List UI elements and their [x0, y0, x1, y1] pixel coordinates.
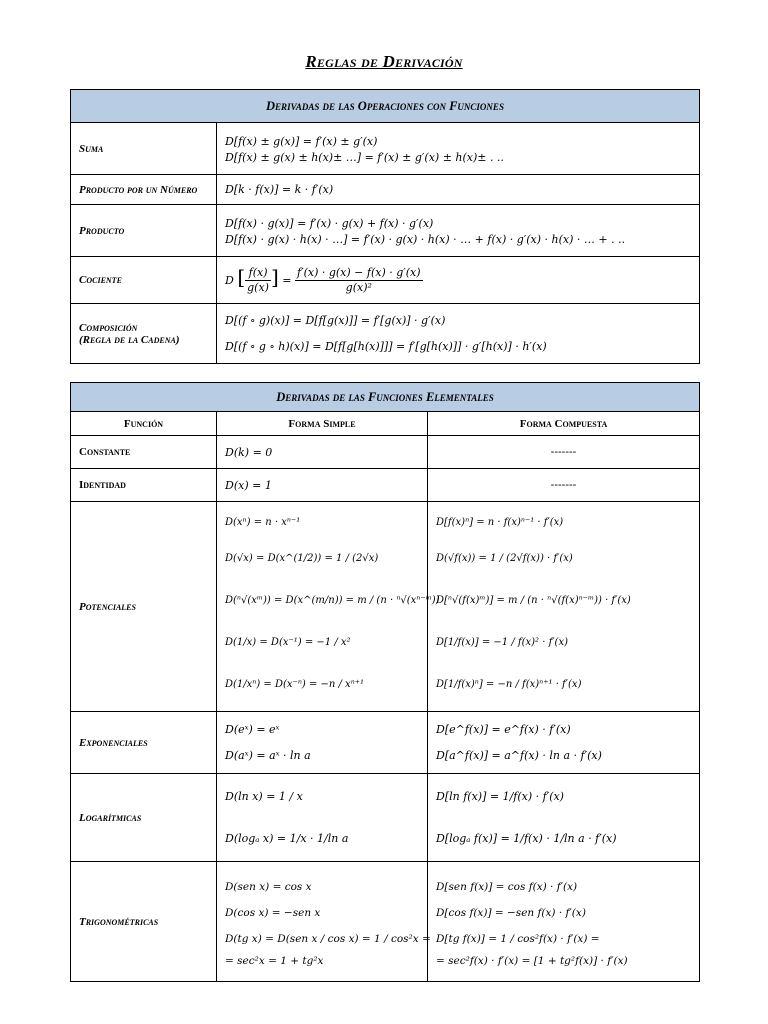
table-row	[71, 436, 700, 469]
formula: D [ $\frac{f(x)}{g(x)}$ ] = $\frac{f'(x) \cdot g(x) - f(x) \cdot g'(x)}{\text{g(x)²}}$	[217, 257, 700, 304]
formula: D(eˣ) = eˣ	[225, 722, 280, 736]
formula: D(xⁿ) = n · xⁿ⁻¹	[225, 516, 301, 528]
operations-table	[70, 89, 700, 364]
formula: D(tg x) = D(sen x / cos x) = 1 / cos²x =	[225, 932, 431, 945]
table-row	[71, 175, 700, 205]
formula: D[e^f(x)] = e^f(x) · f′(x)	[436, 722, 571, 736]
table-row	[71, 469, 700, 502]
formula: D[k · f(x)] = k · f′(x)	[217, 175, 700, 205]
formula: D(sen x) = cos x	[225, 880, 312, 893]
formula: D(ⁿ√(xᵐ)) = D(x^(m/n)) = m / (n · ⁿ√(xⁿ⁻ᵐ))	[225, 594, 440, 606]
operations-header: Derivadas de las Operaciones con Funciones	[71, 90, 700, 123]
column-header: Función	[71, 412, 217, 436]
row-label: Producto	[71, 205, 217, 257]
page-title: Reglas de Derivación	[305, 52, 463, 71]
formula: D[f(x) ± g(x)] = f′(x) ± g′(x)	[225, 134, 378, 148]
row-label: Identidad	[71, 469, 217, 502]
formula: D(ln x) = 1 / x	[225, 789, 303, 803]
table-row	[71, 862, 700, 982]
row-label: Constante	[71, 436, 217, 469]
formula: D(1/x) = D(x⁻¹) = −1 / x²	[225, 636, 351, 648]
elementary-header: Derivadas de las Funciones Elementales	[71, 383, 700, 412]
formula: D[f(x) · g(x) · h(x) · …] = f′(x) · g(x) · h(x) · … + f(x) · g′(x) · h(x) · … + . ..	[225, 232, 626, 246]
formula: = sec²x = 1 + tg²x	[225, 954, 324, 967]
formula: D(√f(x)) = 1 / (2√f(x)) · f′(x)	[436, 552, 573, 564]
formula: D(1/xⁿ) = D(x⁻ⁿ) = −n / xⁿ⁺¹	[225, 678, 365, 690]
formula: D(x) = 1	[217, 469, 428, 502]
row-label: Potenciales	[71, 502, 217, 712]
table-row	[71, 712, 700, 774]
formula: -------	[428, 469, 700, 502]
formula: D[ⁿ√(f(x)ᵐ)] = m / (n · ⁿ√(f(x)ⁿ⁻ᵐ)) · f′(x)	[436, 594, 631, 606]
row-label: Suma	[71, 123, 217, 175]
row-label: (Regla de la Cadena)	[79, 333, 180, 346]
formula: D[f(x)ⁿ] = n · f(x)ⁿ⁻¹ · f′(x)	[436, 516, 564, 528]
formula: D[(f ∘ g ∘ h)(x)] = D[f[g[h(x)]]] = f′[g[h(x)]] · g′[h(x)] · h′(x)	[225, 339, 547, 353]
table-row	[71, 304, 700, 364]
formula: = sec²f(x) · f′(x) = [1 + tg²f(x)] · f′(x)	[436, 954, 628, 967]
formula: D(logₐ x) = 1/x · 1/ln a	[225, 831, 349, 845]
elementary-table	[70, 382, 700, 982]
formula: D(√x) = D(x^(1/2)) = 1 / (2√x)	[225, 552, 379, 564]
column-header: Forma Simple	[217, 412, 428, 436]
formula: D[f(x) · g(x)] = f′(x) · g(x) + f(x) · g′(x)	[225, 216, 434, 230]
formula: D[a^f(x)] = a^f(x) · ln a · f′(x)	[436, 748, 602, 762]
formula: D[ln f(x)] = 1/f(x) · f′(x)	[436, 789, 564, 803]
table-row	[71, 257, 700, 304]
formula: D[logₐ f(x)] = 1/f(x) · 1/ln a · f′(x)	[436, 831, 617, 845]
column-header: Forma Compuesta	[428, 412, 700, 436]
formula: D(cos x) = −sen x	[225, 906, 321, 919]
formula: D[1/f(x)] = −1 / f(x)² · f′(x)	[436, 636, 569, 648]
table-row	[71, 123, 700, 175]
formula: D[(f ∘ g)(x)] = D[f[g(x)]] = f′[g(x)] · g′(x)	[225, 313, 446, 327]
formula: D[cos f(x)] = −sen f(x) · f′(x)	[436, 906, 586, 919]
row-label: Trigonométricas	[71, 862, 217, 982]
formula: D[1/f(x)ⁿ] = −n / f(x)ⁿ⁺¹ · f′(x)	[436, 678, 582, 690]
table-row	[71, 502, 700, 712]
formula: D(k) = 0	[217, 436, 428, 469]
row-label: Cociente	[71, 257, 217, 304]
formula: D[f(x) ± g(x) ± h(x)± …] = f′(x) ± g′(x) ± h(x)± . ..	[225, 150, 504, 164]
row-label: Logarítmicas	[71, 774, 217, 862]
formula: D(aˣ) = aˣ · ln a	[225, 748, 311, 762]
formula: -------	[428, 436, 700, 469]
formula: D[sen f(x)] = cos f(x) · f′(x)	[436, 880, 578, 893]
table-row	[71, 205, 700, 257]
row-label: Producto por un Número	[71, 175, 217, 205]
row-label: Composición	[79, 321, 138, 334]
table-row	[71, 774, 700, 862]
row-label: Exponenciales	[71, 712, 217, 774]
formula: D[tg f(x)] = 1 / cos²f(x) · f′(x) =	[436, 932, 600, 945]
